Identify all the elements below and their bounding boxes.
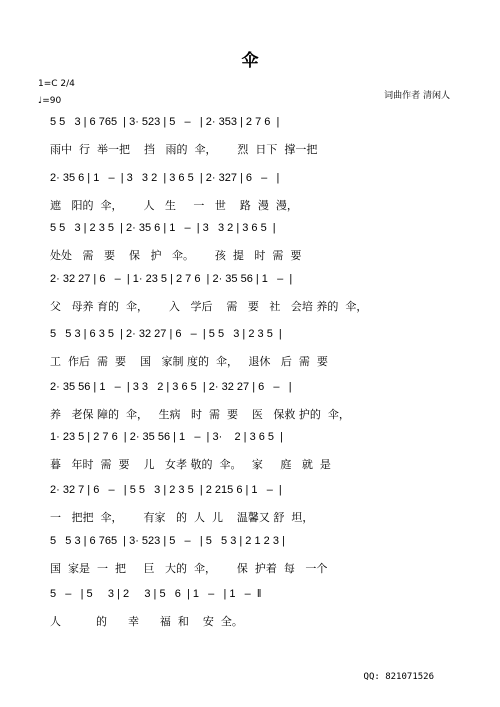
- notes-line: 2· 35 6 | 1 – | 3 3 2 | 3 6 5 | 2· 327 | 6 – |: [50, 172, 280, 184]
- lyrics-line: 雨中 行 举一把 挡 雨的 伞， 烈 日下 撑一把: [50, 143, 318, 156]
- credit: 词曲作者 清闲人: [384, 91, 450, 101]
- lyrics-line: 暮 年时 需 要 儿 女孝 敬的 伞。 家 庭 就 是: [50, 458, 331, 471]
- lyrics-line: 人 的 幸 福 和 安 全。: [50, 615, 243, 628]
- notes-line: 2· 32 27 | 6 – | 1· 23 5 | 2 7 6 | 2· 35 56 | 1 – |: [50, 273, 293, 285]
- system-3: [50, 219, 462, 271]
- lyrics-line: 处处 需 要 保 护 伞。 孩 提 时 需 要: [50, 249, 302, 262]
- system-4: [50, 270, 462, 322]
- lyrics-line: 工 作后 需 要 国 家制 度的 伞， 退休 后 需 要: [50, 355, 328, 368]
- notes-line: 2· 32 7 | 6 – | 5 5 3 | 2 3 5 | 2 215 6 | 1 – |: [50, 484, 282, 496]
- lyrics-line: 遮 阳的 伞， 人 生 一 世 路 漫 漫，: [50, 199, 298, 212]
- key-signature: 1=C 2/4: [38, 79, 75, 89]
- system-10: [50, 585, 462, 637]
- tempo-mark: ♩=90: [38, 96, 62, 106]
- notes-line: 5 – | 5 3 | 2 3 | 5 6 | 1 – | 1 – ‖: [50, 588, 262, 600]
- notes-line: 2· 35 56 | 1 – | 3 3 2 | 3 6 5 | 2· 32 27 | 6 – |: [50, 381, 292, 393]
- lyrics-line: 养 老保 障的 伞， 生病 时 需 要 医 保救 护的 伞，: [50, 408, 350, 421]
- qq-contact: QQ: 821071526: [363, 672, 434, 682]
- system-6: [50, 378, 462, 430]
- system-5: [50, 325, 462, 377]
- system-9: [50, 532, 462, 584]
- notes-line: 5 5 3 | 6 765 | 3· 523 | 5 – | 5 5 3 | 2 1 2 3 |: [50, 535, 285, 547]
- lyrics-line: 一 把把 伞， 有家 的 人 儿 温馨又 舒 坦，: [50, 511, 314, 524]
- system-8: [50, 481, 462, 533]
- notes-line: 1· 23 5 | 2 7 6 | 2· 35 56 | 1 – | 3· 2 | 3 6 5 |: [50, 431, 283, 443]
- song-title: 伞: [241, 51, 259, 71]
- notes-line: 5 5 3 | 6 765 | 3· 523 | 5 – | 2· 353 | 2 7 6 |: [50, 116, 280, 128]
- system-1: [50, 113, 462, 165]
- system-7: [50, 428, 462, 480]
- system-2: [50, 169, 462, 221]
- lyrics-line: 国 家是 一 把 巨 大的 伞， 保 护着 每 一个: [50, 562, 328, 575]
- notes-line: 5 5 3 | 6 3 5 | 2· 32 27 | 6 – | 5 5 3 | 2 3 5 |: [50, 328, 282, 340]
- lyrics-line: 父 母养 育的 伞， 入 学后 需 要 社 会培 养的 伞，: [50, 300, 368, 313]
- notes-line: 5 5 3 | 2 3 5 | 2· 35 6 | 1 – | 3 3 2 | 3 6 5 |: [50, 222, 276, 234]
